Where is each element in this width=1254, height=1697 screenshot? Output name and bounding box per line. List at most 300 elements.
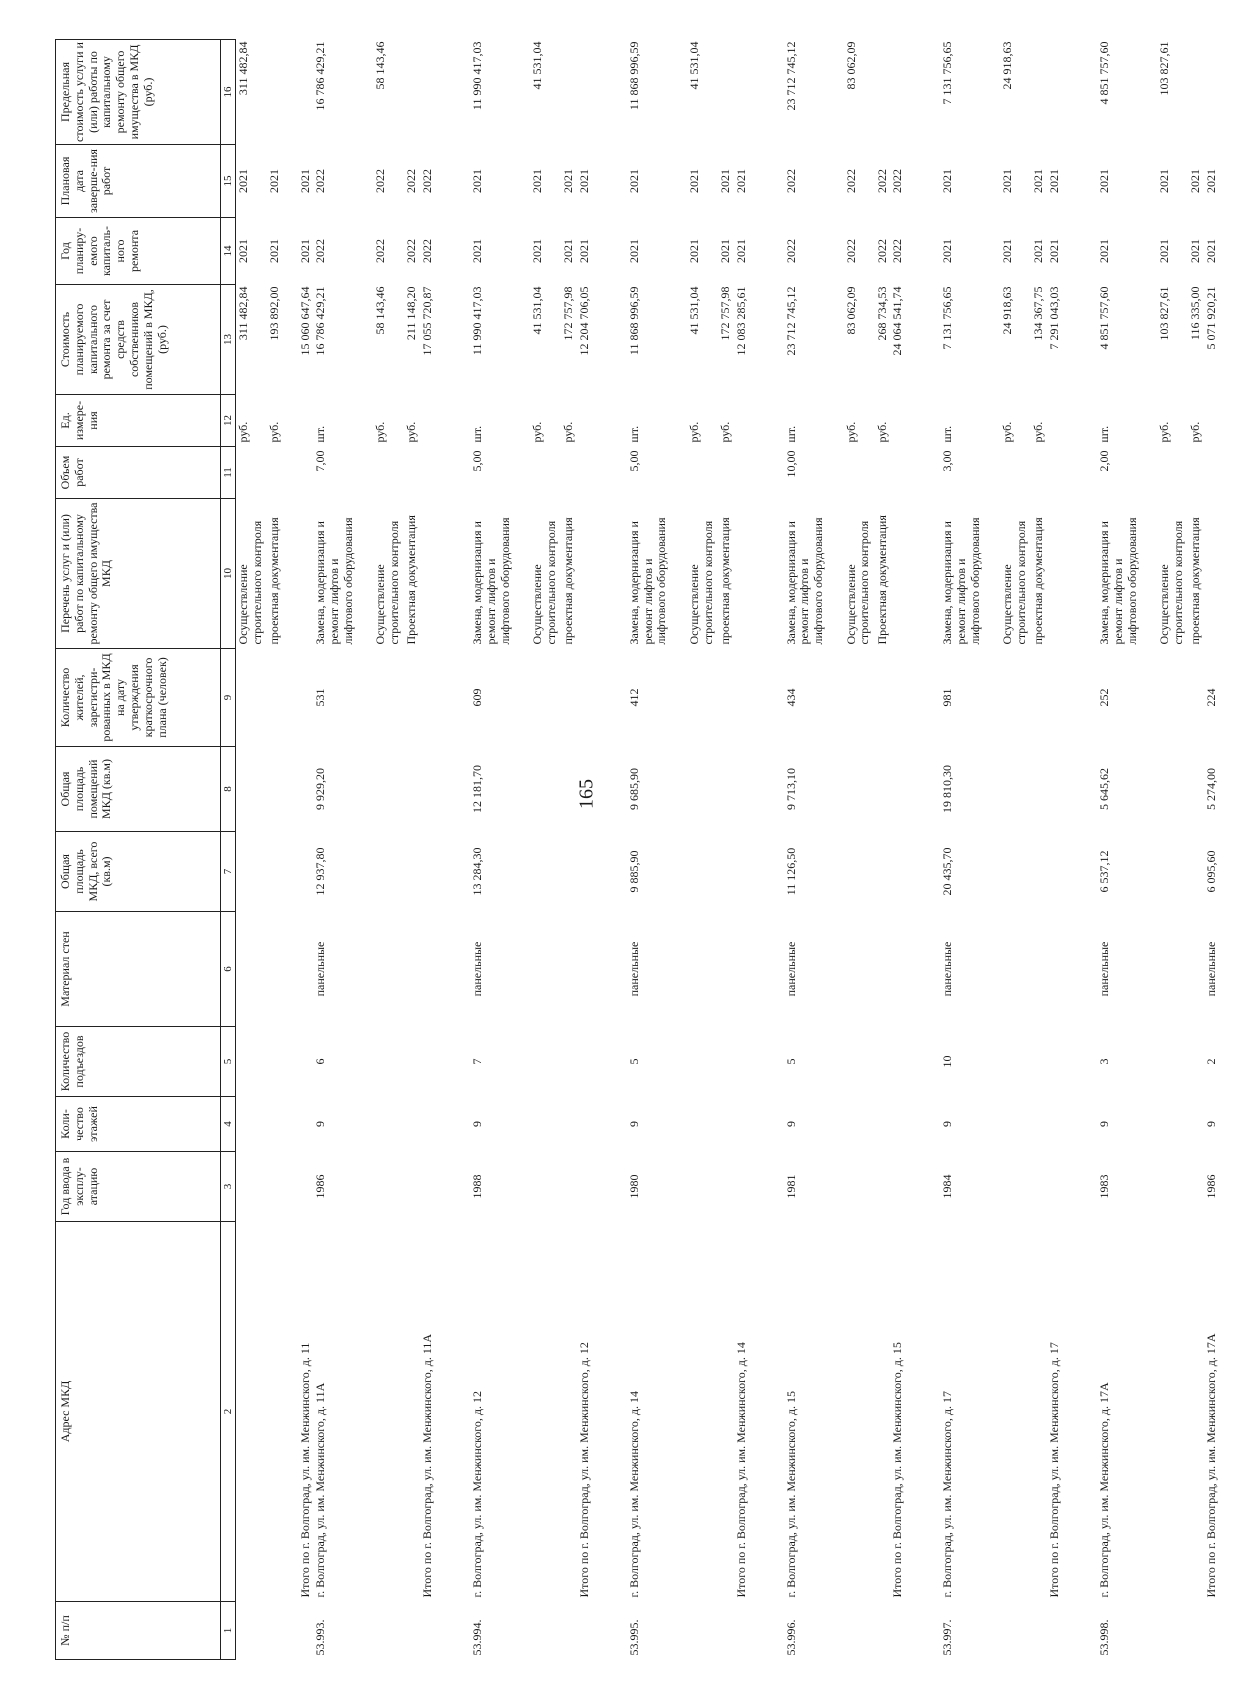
cell-c13: 172 757,98 — [717, 286, 732, 341]
cell-c14: 2021 — [626, 239, 641, 263]
cell-c2: г. Волгоград, ул. им. Менжинского, д. 12 — [470, 1390, 485, 1598]
cell-c3 — [734, 1152, 784, 1222]
rotated-page — [55, 40, 1219, 1660]
cell-c9 — [844, 649, 875, 747]
cell-c7 — [298, 832, 314, 912]
cell-c15: 2022 — [373, 169, 388, 193]
cell-c1 — [530, 1602, 561, 1660]
cell-c15: 2022 — [783, 169, 798, 193]
cell-c1 — [404, 1602, 420, 1660]
cell-c9: 531 — [313, 688, 328, 707]
cell-c8 — [844, 747, 875, 832]
cell-c8: 5 274,00 — [1204, 768, 1219, 810]
cell-c3 — [577, 1152, 627, 1222]
cell-c16 — [718, 40, 734, 145]
cell-c6 — [687, 912, 718, 1027]
cell-c13: 15 060 647,64 — [297, 286, 312, 356]
cell-c7 — [267, 832, 298, 912]
cell-c11 — [530, 447, 561, 499]
cell-c7 — [1188, 832, 1204, 912]
column-number: 2 — [221, 1222, 236, 1602]
cell-c1: 53.998. — [1097, 1619, 1112, 1656]
cell-c16: 311 482,84 — [236, 41, 250, 96]
cell-c4: 9 — [1204, 1121, 1219, 1127]
column-number: 8 — [221, 747, 236, 832]
cell-c7 — [561, 832, 577, 912]
cell-c11 — [734, 447, 784, 499]
cell-c15: 2021 — [576, 169, 591, 193]
column-number-row — [221, 40, 236, 1660]
cell-c2: г. Волгоград, ул. им. Менжинского, д. 11А — [313, 1382, 328, 1598]
column-number: 1 — [221, 1602, 236, 1660]
cell-c11: 5,00 — [626, 450, 641, 472]
cell-c6 — [561, 912, 577, 1027]
cell-c15: 2021 — [266, 169, 281, 193]
cell-c8 — [530, 747, 561, 832]
cell-c7 — [687, 832, 718, 912]
cell-c3 — [267, 1152, 298, 1222]
cell-c16 — [267, 40, 298, 145]
cell-c4: 9 — [313, 1121, 328, 1127]
cell-c15: 2021 — [940, 169, 955, 193]
cell-c1 — [890, 1602, 940, 1660]
cell-c2: Итого по г. Волгоград, ул. им. Менжинского, д. 17 — [1047, 1342, 1062, 1598]
column-header: Коли-чество этажей — [56, 1097, 221, 1152]
cell-c6: панельные — [783, 941, 798, 997]
cell-c8: 9 713,10 — [783, 768, 798, 810]
cell-c5 — [1031, 1027, 1047, 1097]
column-number: 4 — [221, 1097, 236, 1152]
table-row — [1188, 40, 1204, 1660]
cell-c8 — [734, 747, 784, 832]
cell-c3: 1981 — [783, 1174, 798, 1199]
column-number: 13 — [221, 285, 236, 395]
cell-c13: 11 868 996,59 — [626, 286, 641, 356]
cell-c5: 10 — [940, 1055, 955, 1068]
cell-c14: 2021 — [576, 239, 591, 263]
cell-c16: 41 531,04 — [530, 41, 545, 90]
cell-c6 — [298, 912, 314, 1027]
cell-c12: шт. — [783, 425, 798, 443]
cell-c11 — [844, 447, 875, 499]
cell-c3 — [718, 1152, 734, 1222]
cell-c3 — [687, 1152, 718, 1222]
table-row — [1204, 40, 1254, 1660]
cell-c16 — [298, 40, 314, 145]
column-header: Перечень услуг и (или) работ по капитальному ремонту общего имущества МКД — [56, 499, 221, 649]
cell-c9 — [687, 649, 718, 747]
table-row — [1031, 40, 1047, 1660]
cell-c3 — [890, 1152, 940, 1222]
cell-c10 — [298, 499, 314, 649]
column-header: Объем работ — [56, 447, 221, 499]
cell-c14: 2021 — [1097, 239, 1112, 263]
cell-c3 — [530, 1152, 561, 1222]
cell-c16: 41 531,04 — [686, 41, 701, 90]
cell-c16 — [734, 40, 784, 145]
cell-c3 — [1157, 1152, 1188, 1222]
cell-c2 — [236, 1222, 267, 1602]
cell-c12: руб. — [843, 421, 858, 443]
cell-c2: Итого по г. Волгоград, ул. им. Менжинского, д. 17А — [1204, 1333, 1219, 1598]
column-header: Предельная стоимость услуги и (или) работы по капитальному ремонту общего имущества в МКД (руб.) — [56, 40, 221, 145]
cell-c9 — [890, 649, 940, 747]
cell-c4 — [298, 1097, 314, 1152]
cell-c14: 2021 — [470, 239, 485, 263]
cell-c1 — [844, 1602, 875, 1660]
cell-c9 — [404, 649, 420, 747]
cell-c2: Итого по г. Волгоград, ул. им. Менжинского, д. 14 — [733, 1342, 748, 1598]
cell-c11 — [1157, 447, 1188, 499]
cell-c1 — [561, 1602, 577, 1660]
cell-c6 — [890, 912, 940, 1027]
table-row — [470, 40, 530, 1660]
cell-c6: панельные — [1204, 941, 1219, 997]
table-row — [404, 40, 420, 1660]
cell-c15: 2021 — [1204, 169, 1219, 193]
cell-c7 — [404, 832, 420, 912]
cell-c7 — [1047, 832, 1097, 912]
cell-c12: руб. — [1157, 421, 1172, 443]
cell-c16: 58 143,46 — [373, 41, 388, 90]
cell-c3 — [1188, 1152, 1204, 1222]
cell-c13: 211 148,20 — [404, 286, 419, 341]
cell-c10: Осуществление строительного контроля — [530, 520, 558, 645]
cell-c2 — [1000, 1222, 1031, 1602]
cell-c5: 7 — [470, 1058, 485, 1065]
cell-c13: 12 083 285,61 — [733, 286, 748, 356]
cell-c13: 11 990 417,03 — [470, 286, 485, 356]
column-number: 14 — [221, 218, 236, 285]
cell-c9 — [1188, 649, 1204, 747]
cell-c6 — [875, 912, 891, 1027]
cell-c3 — [236, 1152, 267, 1222]
cell-c10: Замена, модернизация и ремонт лифтов и лифтового оборудования — [1097, 517, 1139, 645]
cell-c11 — [1204, 447, 1254, 499]
cell-c11 — [890, 447, 940, 499]
cell-c12: руб. — [1000, 421, 1015, 443]
cell-c6 — [844, 912, 875, 1027]
cell-c9 — [420, 649, 470, 747]
table-row — [577, 40, 627, 1660]
cell-c14: 2021 — [940, 239, 955, 263]
cell-c16 — [1047, 40, 1097, 145]
cell-c1 — [267, 1602, 298, 1660]
column-number: 10 — [221, 499, 236, 649]
cell-c4 — [1188, 1097, 1204, 1152]
cell-c1 — [420, 1602, 470, 1660]
table-row — [784, 40, 844, 1660]
cell-c1 — [687, 1602, 718, 1660]
column-number: 15 — [221, 145, 236, 218]
cell-c10: Осуществление строительного контроля — [373, 520, 402, 645]
cell-c1 — [298, 1602, 314, 1660]
cell-c3 — [1047, 1152, 1097, 1222]
cell-c11 — [1188, 447, 1204, 499]
cell-c2 — [718, 1222, 734, 1602]
table-row — [1047, 40, 1097, 1660]
cell-c11: 7,00 — [313, 450, 328, 472]
cell-c8 — [577, 747, 627, 832]
cell-c15: 2021 — [626, 169, 641, 193]
cell-c13: 5 071 920,21 — [1204, 286, 1219, 350]
table-row — [530, 40, 561, 1660]
table-row — [267, 40, 298, 1660]
cell-c14: 2022 — [783, 239, 798, 263]
cell-c6: панельные — [1097, 941, 1112, 997]
cell-c16: 11 990 417,03 — [470, 41, 485, 111]
cell-c11 — [561, 447, 577, 499]
cell-c12 — [734, 395, 784, 447]
cell-c15: 2022 — [890, 169, 905, 193]
cell-c8: 19 810,30 — [940, 765, 955, 813]
cell-c11 — [267, 447, 298, 499]
cell-c4 — [875, 1097, 891, 1152]
cell-c11: 2,00 — [1097, 450, 1112, 472]
cell-c5 — [1188, 1027, 1204, 1097]
cell-c2 — [844, 1222, 875, 1602]
cell-c4 — [1000, 1097, 1031, 1152]
column-header: Ед. измере-ния — [56, 395, 221, 447]
cell-c13: 17 055 720,87 — [420, 286, 435, 356]
column-number: 7 — [221, 832, 236, 912]
cell-c4: 9 — [626, 1121, 641, 1127]
cell-c10 — [420, 499, 470, 649]
cell-c3: 1980 — [626, 1174, 641, 1199]
cell-c13: 83 062,09 — [843, 286, 858, 335]
cell-c14: 2021 — [266, 239, 281, 263]
cell-c16: 11 868 996,59 — [626, 41, 641, 111]
cell-c6 — [420, 912, 470, 1027]
cell-c10: проектная документация — [266, 517, 281, 645]
cell-c14: 2021 — [297, 239, 312, 263]
cell-c14: 2022 — [313, 239, 328, 263]
cell-c11: 10,00 — [783, 450, 798, 478]
column-number: 11 — [221, 447, 236, 499]
cell-c14: 2022 — [890, 239, 905, 263]
cell-c7: 9 885,90 — [626, 850, 641, 893]
cell-c1 — [1031, 1602, 1047, 1660]
cell-c10 — [577, 499, 627, 649]
cell-c8 — [1000, 747, 1031, 832]
cell-c9: 434 — [783, 688, 798, 707]
cell-c13: 16 786 429,21 — [313, 286, 328, 356]
cell-c1 — [875, 1602, 891, 1660]
cell-c4 — [687, 1097, 718, 1152]
cell-c2: г. Волгоград, ул. им. Менжинского, д. 15 — [783, 1390, 798, 1598]
table-row — [298, 40, 314, 1660]
cell-c5 — [1000, 1027, 1031, 1097]
cell-c6 — [1000, 912, 1031, 1027]
cell-c12: шт. — [940, 425, 955, 443]
cell-c12: руб. — [717, 421, 732, 443]
cell-c3 — [561, 1152, 577, 1222]
cell-c5 — [890, 1027, 940, 1097]
cell-c14: 2021 — [1031, 239, 1046, 263]
cell-c5 — [718, 1027, 734, 1097]
cell-c5 — [420, 1027, 470, 1097]
cell-c5: 5 — [626, 1058, 641, 1065]
cell-c10: Проектная документация — [404, 515, 419, 645]
column-header: Материал стен — [56, 912, 221, 1027]
cell-c7: 12 937,80 — [313, 847, 328, 896]
cell-c8 — [236, 747, 267, 832]
cell-c1: 53.997. — [940, 1619, 955, 1656]
cell-c14: 2021 — [1157, 239, 1172, 263]
cell-c6 — [373, 912, 404, 1027]
cell-c15: 2021 — [236, 169, 250, 193]
cell-c2 — [404, 1222, 420, 1602]
cell-c11 — [1000, 447, 1031, 499]
cell-c3: 1986 — [313, 1174, 328, 1199]
cell-c7: 6 095,60 — [1204, 850, 1219, 893]
cell-c6 — [236, 912, 267, 1027]
cell-c15: 2022 — [313, 169, 328, 193]
cell-c8: 12 181,70 — [470, 765, 485, 813]
cell-c12: шт. — [313, 425, 328, 443]
cell-c6 — [1031, 912, 1047, 1027]
cell-c7: 11 126,50 — [783, 847, 798, 896]
cell-c10: Осуществление строительного контроля — [1157, 520, 1186, 645]
table-row — [875, 40, 891, 1660]
cell-c5 — [404, 1027, 420, 1097]
cell-c13: 41 531,04 — [530, 286, 545, 335]
cell-c9 — [577, 649, 627, 747]
column-header: Адрес МКД — [56, 1222, 221, 1602]
cell-c4 — [267, 1097, 298, 1152]
cell-c8 — [404, 747, 420, 832]
cell-c4 — [1157, 1097, 1188, 1152]
cell-c11 — [1031, 447, 1047, 499]
cell-c14: 2021 — [717, 239, 732, 263]
cell-c13: 12 204 706,05 — [576, 286, 591, 356]
cell-c5 — [267, 1027, 298, 1097]
cell-c8 — [687, 747, 718, 832]
table-row — [890, 40, 940, 1660]
cell-c12: руб. — [530, 421, 545, 443]
cell-c11 — [875, 447, 891, 499]
cell-c9 — [1047, 649, 1097, 747]
table-row — [373, 40, 404, 1660]
table-row — [561, 40, 577, 1660]
cell-c7 — [844, 832, 875, 912]
cell-c12 — [1047, 395, 1097, 447]
cell-c15: 2021 — [297, 169, 312, 193]
cell-c11 — [1047, 447, 1097, 499]
cell-c8 — [875, 747, 891, 832]
cell-c9 — [298, 649, 314, 747]
cell-c14: 2022 — [404, 239, 419, 263]
cell-c10 — [1204, 499, 1254, 649]
cell-c10: проектная документация — [717, 517, 732, 645]
cell-c15: 2021 — [686, 169, 701, 193]
cell-c9 — [373, 649, 404, 747]
cell-c5 — [1157, 1027, 1188, 1097]
cell-c6 — [1188, 912, 1204, 1027]
cell-c12: руб. — [561, 421, 576, 443]
cell-c2: Итого по г. Волгоград, ул. им. Менжинского, д. 11 — [297, 1342, 312, 1598]
cell-c11 — [404, 447, 420, 499]
column-number: 12 — [221, 395, 236, 447]
cell-c9: 252 — [1097, 688, 1112, 707]
cell-c9: 981 — [940, 688, 955, 707]
cell-c3 — [420, 1152, 470, 1222]
cell-c1 — [1188, 1602, 1204, 1660]
cell-c16 — [890, 40, 940, 145]
cell-c1 — [1000, 1602, 1031, 1660]
cell-c13: 7 291 043,03 — [1047, 286, 1062, 350]
cell-c16: 16 786 429,21 — [313, 41, 328, 111]
cell-c7 — [373, 832, 404, 912]
cell-c3 — [875, 1152, 891, 1222]
cell-c12: руб. — [874, 421, 889, 443]
cell-c5 — [734, 1027, 784, 1097]
cell-c16 — [404, 40, 420, 145]
cell-c10: Замена, модернизация и ремонт лифтов и лифтового оборудования — [626, 517, 669, 645]
cell-c10: Осуществление строительного контроля — [236, 520, 264, 645]
cell-c5 — [844, 1027, 875, 1097]
cell-c4 — [1031, 1097, 1047, 1152]
cell-c6 — [577, 912, 627, 1027]
cell-c10 — [890, 499, 940, 649]
cell-c4 — [420, 1097, 470, 1152]
cell-c12: руб. — [373, 421, 388, 443]
table-row — [313, 40, 373, 1660]
cell-c13: 172 757,98 — [561, 286, 576, 341]
cell-c16: 83 062,09 — [843, 41, 858, 90]
cell-c3 — [1031, 1152, 1047, 1222]
cell-c15: 2021 — [561, 169, 576, 193]
cell-c11 — [236, 447, 267, 499]
cell-c2 — [1157, 1222, 1188, 1602]
cell-c12: руб. — [266, 421, 281, 443]
cell-c2: г. Волгоград, ул. им. Менжинского, д. 17А — [1097, 1382, 1112, 1598]
cell-c16: 103 827,61 — [1157, 41, 1172, 96]
cell-c9 — [530, 649, 561, 747]
cell-c16 — [1031, 40, 1047, 145]
cell-c12: шт. — [1097, 425, 1112, 443]
column-header: Год ввода в эксплу-атацию — [56, 1152, 221, 1222]
table-body — [236, 40, 1254, 1660]
cell-c7 — [875, 832, 891, 912]
cell-c9: 224 — [1204, 688, 1219, 707]
cell-c5 — [236, 1027, 267, 1097]
cell-c1 — [1157, 1602, 1188, 1660]
cell-c14: 2022 — [420, 239, 435, 263]
cell-c10: Осуществление строительного контроля — [686, 520, 715, 645]
cell-c2 — [373, 1222, 404, 1602]
cell-c10: Замена, модернизация и ремонт лифтов и лифтового оборудования — [783, 517, 826, 645]
cell-c1: 53.993. — [313, 1619, 328, 1656]
column-header: Общая площадь МКД, всего (кв.м) — [56, 832, 221, 912]
cell-c3 — [1000, 1152, 1031, 1222]
cell-c7 — [1000, 832, 1031, 912]
table-row — [718, 40, 734, 1660]
cell-c6 — [1157, 912, 1188, 1027]
cell-c13: 268 734,53 — [874, 286, 889, 341]
cell-c5: 5 — [783, 1058, 798, 1065]
cell-c5 — [875, 1027, 891, 1097]
table-row — [627, 40, 687, 1660]
column-number: 9 — [221, 649, 236, 747]
cell-c16 — [577, 40, 627, 145]
cell-c12 — [298, 395, 314, 447]
cell-c5: 2 — [1204, 1058, 1219, 1065]
table-row — [687, 40, 718, 1660]
cell-c10: проектная документация — [1188, 517, 1203, 645]
cell-c1 — [718, 1602, 734, 1660]
cell-c8 — [718, 747, 734, 832]
